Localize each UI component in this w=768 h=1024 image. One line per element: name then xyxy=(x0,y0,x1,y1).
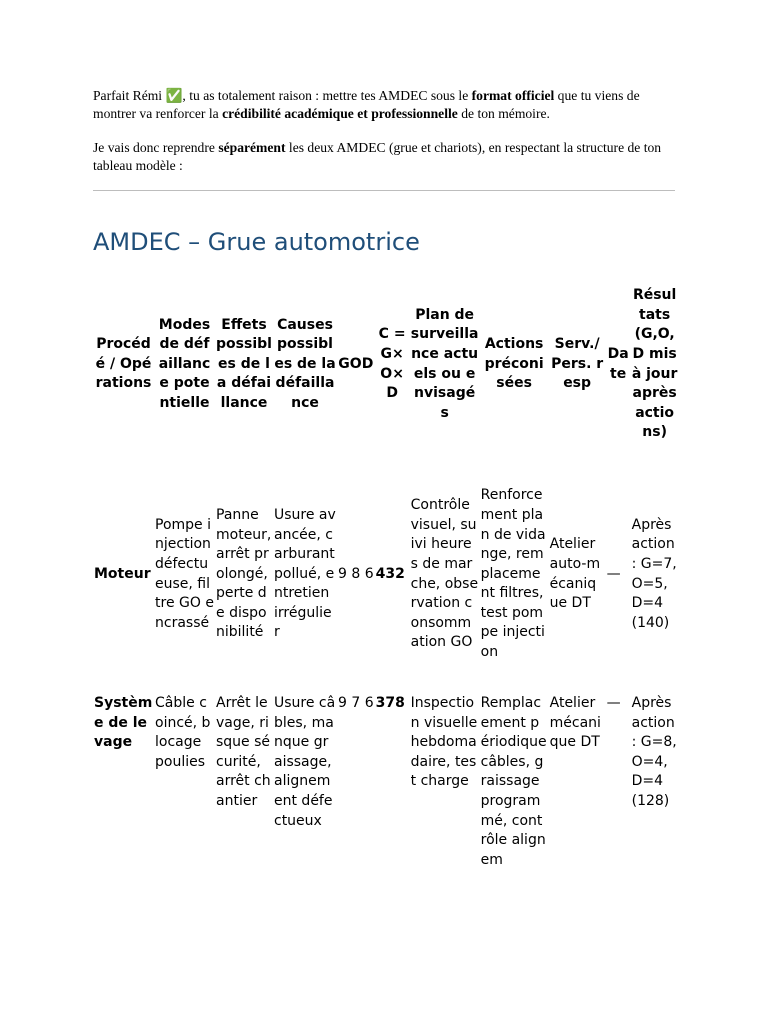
table-header-row xyxy=(93,266,679,463)
cell-god: 9 8 6 xyxy=(338,565,374,582)
intro-bold-text: séparément xyxy=(218,140,286,155)
cell-responsible: Atelier mécanique DT xyxy=(549,695,601,751)
column-header-causes: Causes possibles de la défaillance xyxy=(274,316,336,411)
cell-process: Moteur xyxy=(94,565,151,582)
cell-monitoring-plan: Contrôle visuel, suivi heures de marche, observation consommation GO xyxy=(410,497,479,651)
cell-causes: Usure avancée, carburant pollué, entretien irrégulier xyxy=(274,506,336,641)
cell-results: Après action : G=8, O=4, D=4 (128) xyxy=(631,695,677,809)
column-header-monitoring-plan: Plan de surveillance actuels ou envisagés xyxy=(410,306,479,421)
intro-text-segment: que tu viens de montrer va renforcer la xyxy=(93,88,640,121)
amdec-table xyxy=(93,266,679,878)
table-row xyxy=(93,688,679,878)
cell-causes: Usure câbles, manque graissage, alignement défectueux xyxy=(274,695,336,829)
cell-responsible: Atelier auto-mécanique DT xyxy=(549,536,601,612)
cell-results: Après action : G=7, O=5, D=4 (140) xyxy=(631,516,677,631)
cell-failure-mode: Câble coincé, blocage poulies xyxy=(155,695,211,770)
column-header-date: Date xyxy=(607,345,629,382)
column-header-results: Résultats (G,O,D mis à jour après actions) xyxy=(631,287,678,441)
intro-text-segment: Parfait Rémi xyxy=(93,88,166,103)
column-header-process: Procédé / Opérations xyxy=(95,336,152,392)
cell-date: — xyxy=(606,695,621,711)
section-title: AMDEC – Grue automotrice xyxy=(93,228,420,256)
intro-paragraph-2 xyxy=(93,139,683,175)
intro-paragraph-1 xyxy=(93,87,683,123)
cell-process: Système de levage xyxy=(94,695,153,751)
column-header-actions: Actions préconisées xyxy=(484,336,544,392)
column-header-god: GOD xyxy=(338,355,374,372)
intro-bold-text: crédibilité académique et professionnelle xyxy=(222,106,458,121)
cell-date: — xyxy=(606,565,621,582)
cell-criticality: 432 xyxy=(375,565,405,582)
table-row xyxy=(93,463,679,688)
intro-bold-text: format officiel xyxy=(471,88,555,103)
cell-actions: Renforcement plan de vidange, remplacement filtres, test pompe injection xyxy=(480,487,546,661)
cell-effects: Arrêt levage, risque sécurité, arrêt chantier xyxy=(216,695,271,809)
intro-text-segment: les deux AMDEC (grue et chariots), en respectant la structure de ton tableau modèle : xyxy=(93,140,662,173)
cell-god: 9 7 6 xyxy=(338,695,374,711)
column-header-failure-mode: Modes de défaillance potentielle xyxy=(158,316,211,411)
cell-actions: Remplacement périodique câbles, graissage programmé, contrôle alignem xyxy=(480,695,547,868)
cell-failure-mode: Pompe injection défectueuse, filtre GO encrassé xyxy=(155,516,214,631)
column-header-effects: Effets possibles de la défaillance xyxy=(216,316,272,411)
check-mark-icon: ✅ xyxy=(165,88,183,103)
intro-text-segment: Je vais donc reprendre xyxy=(93,140,219,155)
cell-criticality: 378 xyxy=(375,695,405,711)
horizontal-divider xyxy=(93,190,675,191)
cell-monitoring-plan: Inspection visuelle hebdomadaire, test charge xyxy=(410,695,478,790)
intro-text-segment: , tu as totalement raison : mettre tes AMDEC sous le xyxy=(182,88,472,103)
cell-effects: Panne moteur, arrêt prolongé, perte de disponibilité xyxy=(216,506,272,641)
column-header-criticality: C = G×O×D xyxy=(378,326,406,402)
intro-text-segment: de ton mémoire. xyxy=(457,106,550,121)
intro-text xyxy=(93,87,683,191)
column-header-responsible: Serv./ Pers. resp xyxy=(551,336,604,392)
